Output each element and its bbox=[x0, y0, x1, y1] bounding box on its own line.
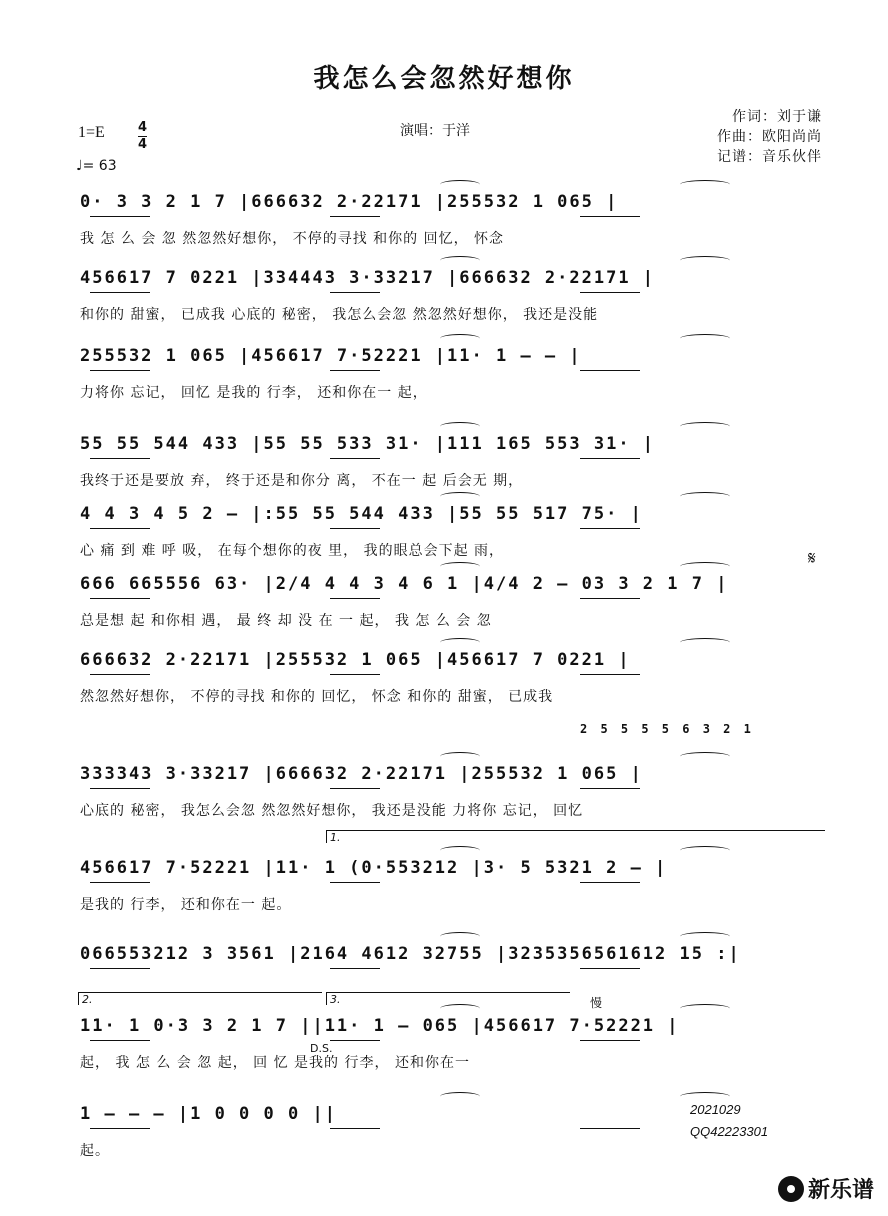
beam-line bbox=[330, 528, 380, 529]
slur-arc bbox=[440, 1092, 480, 1101]
beam-line bbox=[580, 292, 640, 293]
slur-arc bbox=[440, 422, 480, 431]
beam-line bbox=[580, 598, 640, 599]
lyric-line: 我终于还是要放 弃， 终于还是和你分 离， 不在一 起 后会无 期， bbox=[80, 473, 524, 489]
lyric-line: 起， 我 怎 么 会 忽 起， 回 忆 是我的 行李， 还和你在一 bbox=[80, 1055, 470, 1071]
key-signature: 1=E bbox=[78, 124, 105, 141]
slur-arc bbox=[440, 180, 480, 189]
beam-line bbox=[90, 788, 150, 789]
notation-line: 55 55 544 433 |55 55 533 31· |111 165 553 31· | bbox=[80, 434, 656, 454]
score-row bbox=[80, 764, 820, 836]
transcription-date: 2021029 bbox=[690, 1102, 741, 1117]
beam-line bbox=[90, 528, 150, 529]
slur-arc bbox=[440, 638, 480, 647]
notation-line: 456617 7 0221 |334443 3·33217 |666632 2·22171 | bbox=[80, 268, 656, 288]
slur-arc bbox=[680, 752, 730, 761]
site-logo bbox=[778, 1173, 874, 1204]
lyric-line: 起。 bbox=[80, 1143, 110, 1159]
volta-2 bbox=[78, 992, 322, 1005]
lyric-line: 是我的 行李， 还和你在一 起。 bbox=[80, 897, 292, 913]
ds-mark: D.S. bbox=[310, 1042, 333, 1055]
score-row bbox=[80, 1016, 820, 1088]
lyric-line: 和你的 甜蜜， 已成我 心底的 秘密， 我怎么会忽 然忽然好想你， 我还是没能 bbox=[80, 307, 599, 323]
beam-line bbox=[330, 1040, 380, 1041]
slur-arc bbox=[440, 1004, 480, 1013]
volta-1 bbox=[326, 830, 825, 843]
volta-1-label: 1. bbox=[330, 831, 341, 844]
beam-line bbox=[330, 968, 380, 969]
beam-line bbox=[330, 882, 380, 883]
beam-line bbox=[90, 216, 150, 217]
notation-line: 1 — — — |1 0 0 0 0 || bbox=[80, 1104, 337, 1124]
logo-text: 新乐谱 bbox=[807, 1178, 874, 1203]
beam-line bbox=[90, 292, 150, 293]
slur-arc bbox=[440, 334, 480, 343]
transcriber-qq: QQ42223301 bbox=[690, 1124, 769, 1139]
transcriber-credit: 记谱：音乐伙伴 bbox=[717, 149, 822, 165]
score-row bbox=[80, 858, 820, 930]
time-signature-top: 4 bbox=[138, 120, 148, 135]
beam-line bbox=[330, 216, 380, 217]
beam-line bbox=[90, 598, 150, 599]
lyric-line: 然忽然好想你， 不停的寻找 和你的 回忆， 怀念 和你的 甜蜜， 已成我 bbox=[80, 689, 554, 705]
volta-3 bbox=[326, 992, 570, 1005]
beam-line bbox=[330, 458, 380, 459]
beam-line bbox=[90, 370, 150, 371]
beam-line bbox=[580, 1040, 640, 1041]
lyric-line: 我 怎 么 会 忽 然忽然好想你， 不停的寻找 和你的 回忆， 怀念 bbox=[80, 231, 505, 247]
beam-line bbox=[330, 1128, 380, 1129]
notation-line: 666 665556 63· |2/4 4 4 3 4 6 1 |4/4 2 — 03 3 2 1 7 | bbox=[80, 574, 729, 594]
beam-line bbox=[330, 674, 380, 675]
beam-line bbox=[330, 292, 380, 293]
slur-arc bbox=[680, 846, 730, 855]
beam-line bbox=[580, 674, 640, 675]
slur-arc bbox=[680, 256, 730, 265]
notation-line: 456617 7·52221 |11· 1 (0·553212 |3· 5 5321 2 — | bbox=[80, 858, 668, 878]
beam-line bbox=[90, 882, 150, 883]
slow-tempo-mark: 慢 bbox=[590, 996, 603, 1010]
slur-arc bbox=[680, 180, 730, 189]
beam-line bbox=[90, 674, 150, 675]
slur-arc bbox=[680, 492, 730, 501]
time-signature-bottom: 4 bbox=[138, 137, 148, 152]
beam-line bbox=[330, 788, 380, 789]
notation-line: 11· 1 0·3 3 2 1 7 ||11· 1 — 065 |456617 7·52221 | bbox=[80, 1016, 680, 1036]
variant-melody-line: 2 5 5 5 5 6 3 2 1 bbox=[580, 722, 754, 736]
beam-line bbox=[580, 458, 640, 459]
slur-arc bbox=[680, 1092, 730, 1101]
lyric-line: 力将你 忘记， 回忆 是我的 行李， 还和你在一 起， bbox=[80, 385, 428, 401]
beam-line bbox=[90, 458, 150, 459]
notation-line: 255532 1 065 |456617 7·52221 |11· 1 — — | bbox=[80, 346, 582, 366]
lyric-line: 总是想 起 和你相 遇， 最 终 却 没 在 一 起， 我 怎 么 会 忽 bbox=[80, 613, 492, 629]
slur-arc bbox=[440, 256, 480, 265]
notation-line: 666632 2·22171 |255532 1 065 |456617 7 0221 | bbox=[80, 650, 631, 670]
notation-line: 333343 3·33217 |666632 2·22171 |255532 1 065 | bbox=[80, 764, 643, 784]
slur-arc bbox=[440, 846, 480, 855]
slur-arc bbox=[440, 752, 480, 761]
beam-line bbox=[90, 1040, 150, 1041]
beam-line bbox=[90, 968, 150, 969]
time-signature bbox=[138, 120, 147, 153]
beam-line bbox=[90, 1128, 150, 1129]
record-disc-icon bbox=[778, 1176, 804, 1202]
beam-line bbox=[580, 1128, 640, 1129]
lyric-line: 心底的 秘密， 我怎么会忽 然忽然好想你， 我还是没能 力将你 忘记， 回忆 bbox=[80, 803, 584, 819]
beam-line bbox=[580, 882, 640, 883]
notation-line: 4 4 3 4 5 2 — |:55 55 544 433 |55 55 517 75· | bbox=[80, 504, 643, 524]
score-row bbox=[80, 268, 820, 340]
lyricist-credit: 作词：刘于谦 bbox=[732, 109, 822, 125]
slur-arc bbox=[680, 932, 730, 941]
slur-arc bbox=[680, 562, 730, 571]
tempo-marking: ♩= 63 bbox=[76, 158, 117, 174]
score-row bbox=[80, 650, 820, 722]
score-row bbox=[80, 346, 820, 418]
segno-sign: 𝄋 bbox=[808, 548, 816, 569]
beam-line bbox=[330, 598, 380, 599]
slur-arc bbox=[680, 1004, 730, 1013]
volta-2-label: 2. bbox=[82, 993, 93, 1006]
composer-credit: 作曲：欧阳尚尚 bbox=[717, 129, 822, 145]
score-row bbox=[80, 192, 820, 264]
slur-arc bbox=[680, 638, 730, 647]
slur-arc bbox=[680, 422, 730, 431]
beam-line bbox=[580, 216, 640, 217]
beam-line bbox=[580, 968, 640, 969]
beam-line bbox=[330, 370, 380, 371]
tempo-value: = 63 bbox=[82, 158, 117, 174]
beam-line bbox=[580, 370, 640, 371]
score-title: 我怎么会忽然好想你 bbox=[313, 64, 575, 94]
slur-arc bbox=[440, 492, 480, 501]
lyric-line: 心 痛 到 难 呼 吸， 在每个想你的夜 里， 我的眼总会下起 雨， bbox=[80, 543, 505, 559]
slur-arc bbox=[440, 932, 480, 941]
score-row bbox=[80, 574, 820, 646]
notation-line: 0· 3 3 2 1 7 |666632 2·22171 |255532 1 065 | bbox=[80, 192, 619, 212]
notation-line: 066553212 3 3561 |2164 4612 32755 |3235356561612 15 :| bbox=[80, 944, 741, 964]
beam-line bbox=[580, 788, 640, 789]
slur-arc bbox=[440, 562, 480, 571]
singer-credit: 演唱：于洋 bbox=[400, 123, 470, 139]
volta-3-label: 3. bbox=[330, 993, 341, 1006]
beam-line bbox=[580, 528, 640, 529]
slur-arc bbox=[680, 334, 730, 343]
